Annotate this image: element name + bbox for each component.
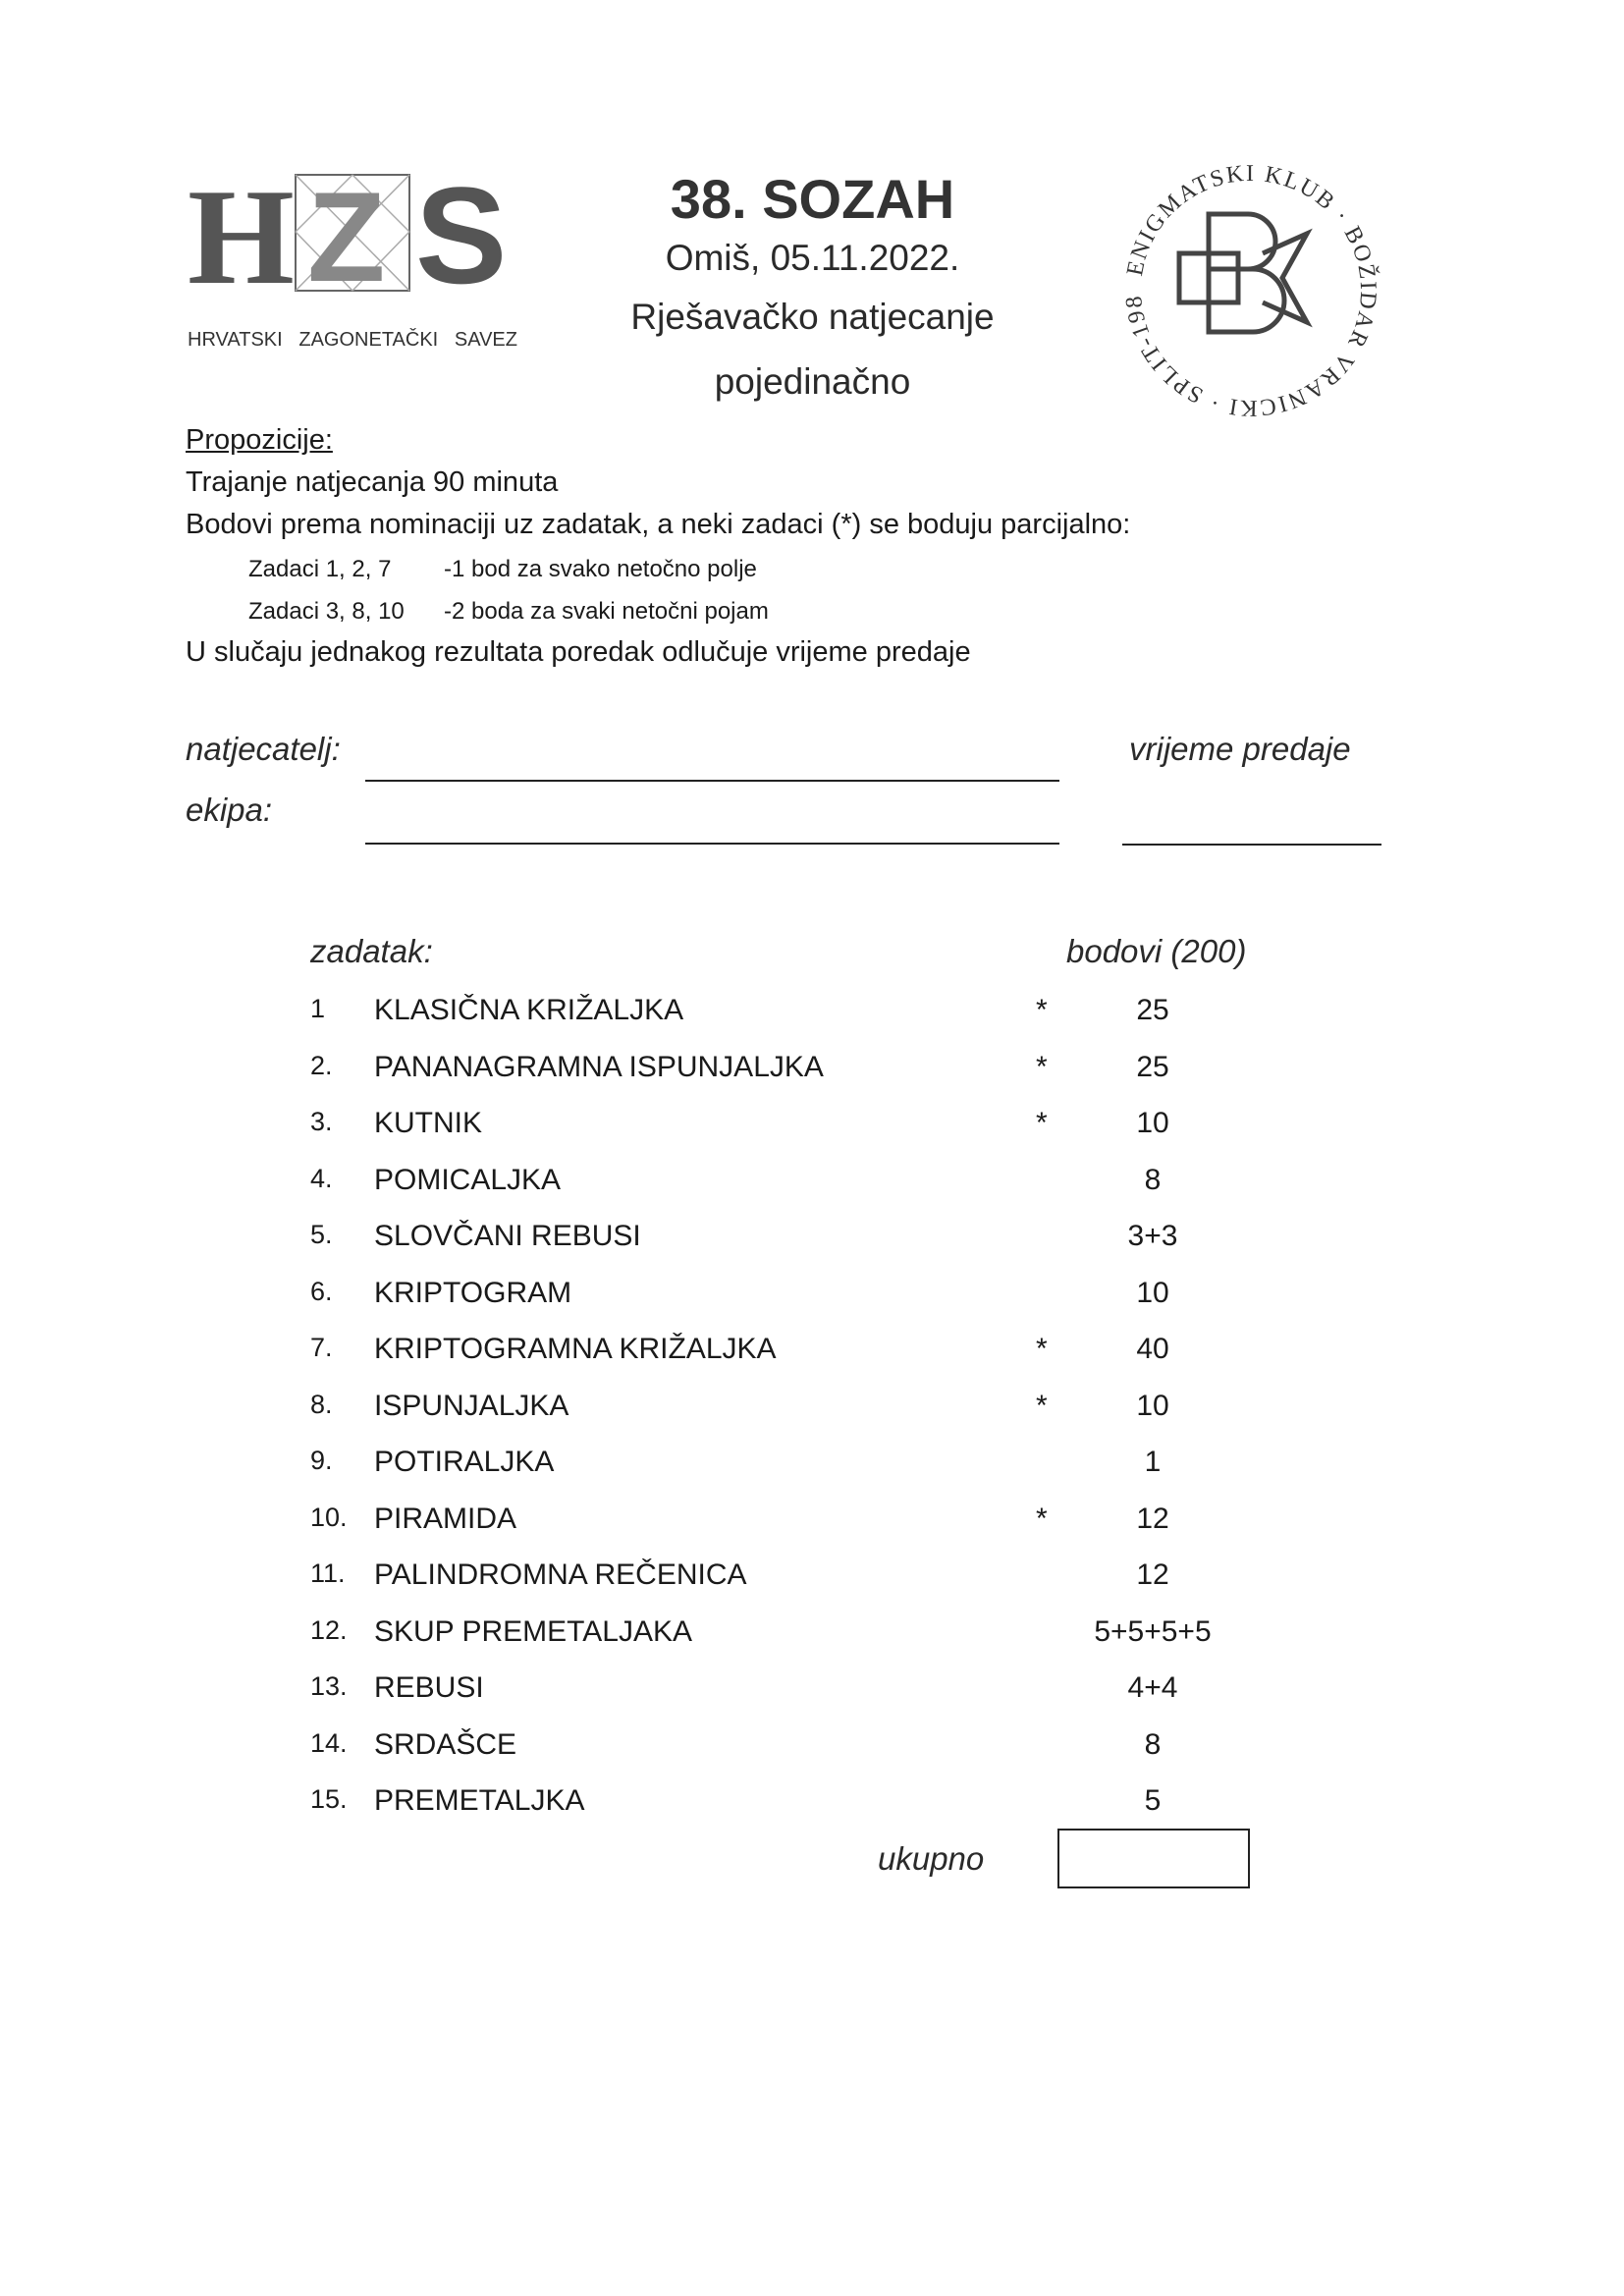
svg-text:ENIGMATSKI KLUB · BOŽIDAR VRAN <box>1115 155 1380 420</box>
task-number: 12. <box>310 1614 348 1645</box>
partial-scoring-star: * <box>1036 1389 1048 1422</box>
task-row <box>0 1671 1624 1721</box>
task-row <box>0 1390 1624 1439</box>
task-points: 5 <box>1144 1784 1162 1817</box>
hzs-logo <box>188 173 521 352</box>
time-input-line[interactable] <box>1122 844 1381 846</box>
task-number: 13. <box>310 1671 348 1701</box>
hzs-logo-subtitle: HRVATSKI ZAGONETAČKI SAVEZ <box>188 329 517 351</box>
points-column-header: bodovi (200) <box>1066 933 1247 969</box>
task-row <box>0 1558 1624 1608</box>
task-row <box>0 1277 1624 1326</box>
task-row <box>0 1728 1624 1777</box>
task-points: 5+5+5+5 <box>1094 1614 1212 1648</box>
task-number: 2. <box>310 1050 333 1080</box>
svg-text:H: H <box>188 173 295 313</box>
partial-scoring-star: * <box>1036 1502 1048 1535</box>
task-name: SKUP PREMETALJAKA <box>374 1614 692 1648</box>
task-points: 10 <box>1136 1107 1169 1139</box>
competition-type: pojedinačno <box>714 361 911 402</box>
task-row <box>0 1051 1624 1100</box>
task-name: ISPUNJALJKA <box>374 1389 569 1422</box>
task-name: KRIPTOGRAMNA KRIŽALJKA <box>374 1333 777 1365</box>
task-number: 3. <box>310 1107 333 1136</box>
task-name: PANANAGRAMNA ISPUNJALJKA <box>374 1050 824 1083</box>
task-name: KRIPTOGRAM <box>374 1276 572 1309</box>
task-name: SLOVČANI REBUSI <box>374 1220 641 1252</box>
team-input-line[interactable] <box>365 843 1059 845</box>
time-label: vrijeme predaje <box>1129 731 1351 767</box>
task-row <box>0 1220 1624 1269</box>
task-number: 1 <box>310 994 326 1023</box>
task-number: 8. <box>310 1389 333 1419</box>
task-row <box>0 994 1624 1043</box>
task-number: 5. <box>310 1220 333 1249</box>
partial-penalty: -2 boda za svaki netočni pojam <box>444 598 769 625</box>
task-number: 4. <box>310 1163 333 1193</box>
task-points: 25 <box>1136 994 1169 1026</box>
partial-scoring-star: * <box>1036 994 1048 1026</box>
partial-scoring-star: * <box>1036 1050 1048 1083</box>
task-row <box>0 1333 1624 1382</box>
task-number: 7. <box>310 1333 333 1362</box>
total-score-box[interactable] <box>1057 1829 1250 1888</box>
svg-text:S: S <box>415 173 508 312</box>
svg-text:Z: Z <box>307 173 386 308</box>
task-name: SRDAŠCE <box>374 1727 517 1761</box>
partial-scoring-star: * <box>1036 1333 1048 1365</box>
task-number: 10. <box>310 1502 348 1532</box>
task-number: 11. <box>310 1558 346 1588</box>
task-name: PREMETALJKA <box>374 1784 585 1817</box>
event-title: 38. SOZAH <box>670 168 955 230</box>
task-number: 15. <box>310 1784 348 1814</box>
task-row <box>0 1615 1624 1665</box>
total-label: ukupno <box>878 1840 985 1877</box>
task-row <box>0 1107 1624 1156</box>
task-points: 25 <box>1136 1050 1169 1083</box>
rules-scoring: Bodovi prema nominaciji uz zadatak, a neki zadaci (*) se boduju parcijalno: <box>186 509 1131 540</box>
seal-ring-text: ENIGMATSKI KLUB · BOŽIDAR VRANICKI · SPLIT-198 <box>1120 160 1381 421</box>
task-points: 8 <box>1144 1727 1162 1761</box>
task-number: 6. <box>310 1276 333 1306</box>
task-points: 1 <box>1144 1446 1162 1478</box>
competitor-label: natjecatelj: <box>186 731 341 767</box>
task-number: 9. <box>310 1446 333 1475</box>
task-number: 14. <box>310 1727 348 1758</box>
task-name: KUTNIK <box>374 1107 483 1139</box>
task-name: REBUSI <box>374 1671 484 1704</box>
team-label: ekipa: <box>186 792 273 828</box>
rules-tiebreak: U slučaju jednakog rezultata poredak odlučuje vrijeme predaje <box>186 636 971 668</box>
task-row <box>0 1784 1624 1833</box>
rules-heading: Propozicije: <box>186 424 333 456</box>
competition-name: Rješavačko natjecanje <box>630 297 995 337</box>
task-column-header: zadatak: <box>310 933 433 969</box>
task-points: 10 <box>1136 1389 1169 1422</box>
club-seal-logo <box>1115 155 1386 431</box>
place-date: Omiš, 05.11.2022. <box>665 238 960 278</box>
task-points: 4+4 <box>1127 1671 1178 1704</box>
task-row <box>0 1503 1624 1552</box>
task-name: POTIRALJKA <box>374 1446 555 1478</box>
task-name: KLASIČNA KRIŽALJKA <box>374 994 684 1026</box>
task-points: 10 <box>1136 1276 1169 1309</box>
task-points: 3+3 <box>1127 1220 1178 1252</box>
task-points: 40 <box>1136 1333 1169 1365</box>
partial-scoring-star: * <box>1036 1107 1048 1139</box>
partial-tasks: Zadaci 1, 2, 7 <box>248 556 392 582</box>
task-points: 8 <box>1144 1163 1162 1196</box>
task-row <box>0 1446 1624 1495</box>
task-name: PIRAMIDA <box>374 1502 517 1535</box>
competitor-input-line[interactable] <box>365 780 1059 782</box>
task-points: 12 <box>1136 1558 1169 1591</box>
task-row <box>0 1164 1624 1213</box>
partial-penalty: -1 bod za svako netočno polje <box>444 556 757 582</box>
task-name: PALINDROMNA REČENICA <box>374 1558 747 1591</box>
rules-duration: Trajanje natjecanja 90 minuta <box>186 466 559 498</box>
task-name: POMICALJKA <box>374 1163 562 1196</box>
partial-tasks: Zadaci 3, 8, 10 <box>248 598 405 625</box>
task-points: 12 <box>1136 1502 1169 1535</box>
